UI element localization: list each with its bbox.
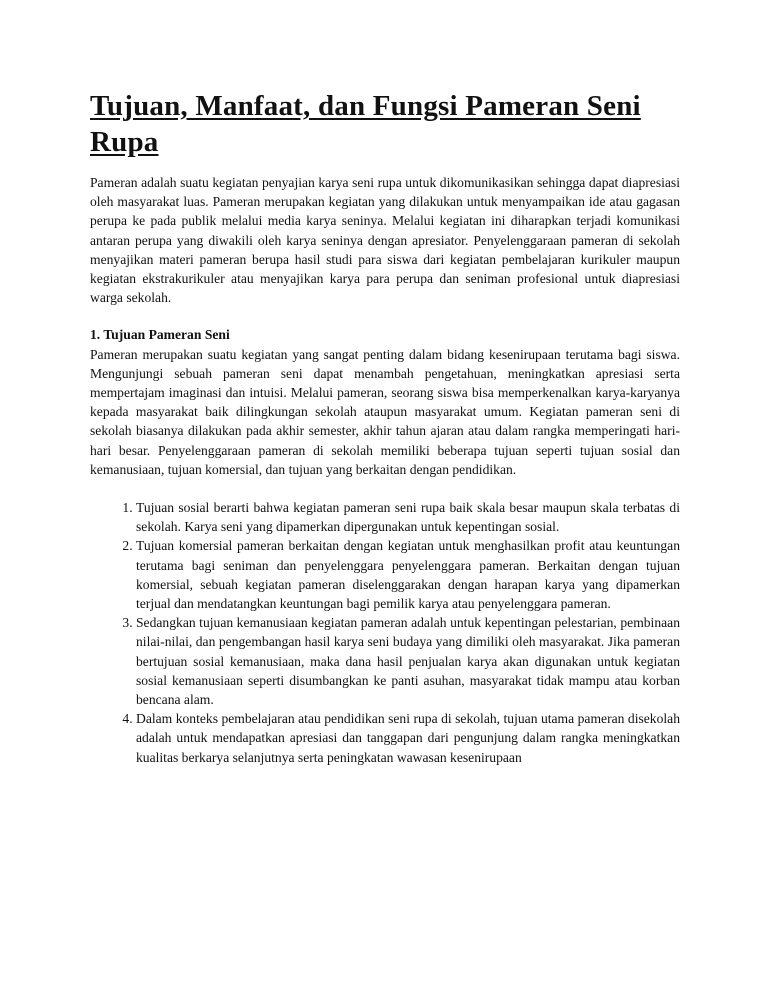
document-page bbox=[90, 88, 680, 767]
list-item: 2. Tujuan komersial pameran berkaitan dengan kegiatan untuk menghasilkan profit atau keuntungan terutama bagi seniman dan penyelenggara penyelenggara pameran. Berkaitan dengan tujuan komersial, sebuah kegiatan pameran diselenggarakan dengan harapan karya yang dipamerkan terjual dan mendatangkan keuntungan bagi pemilik karya atau penyelenggara pameran. bbox=[136, 536, 680, 613]
intro-paragraph: Pameran adalah suatu kegiatan penyajian karya seni rupa untuk dikomunikasikan sehingga dapat diapresiasi oleh masyarakat luas. Pameran merupakan kegiatan yang dilakukan untuk menyampaikan ide atau gagasan perupa ke pada publik melalui media karya seninya. Melalui kegiatan ini diharapkan terjadi komunikasi antaran perupa yang diwakili oleh karya seninya dengan apresiator. Penyelenggaraan pameran di sekolah menyajikan materi pameran berupa hasil studi para siswa dari kegiatan pembelajaran kurikuler maupun kegiatan ekstrakurikuler atau menyajikan karya para perupa dan seniman profesional untuk diapresiasi warga sekolah. bbox=[90, 175, 680, 306]
document-title: Tujuan, Manfaat, dan Fungsi Pameran Seni Rupa bbox=[90, 90, 641, 158]
section-paragraph: Pameran merupakan suatu kegiatan yang sangat penting dalam bidang kesenirupaan terutama bagi siswa. Mengunjungi sebuah pameran seni dapat menambah pengetahuan, meningkatkan apresiasi serta mempertajam imaginasi dan intuisi. Melalui pameran, seorang siswa bisa memperkenalkan karya-karyanya kepada masyarakat baik dilingkungan sekolah ataupun masyarakat umum. Kegiatan pameran seni di sekolah biasanya dilakukan pada akhir semester, akhir tahun ajaran atau dalam rangka memperingati hari-hari besar. Penyelenggaraan pameran di sekolah memiliki beberapa tujuan seperti tujuan sosial dan kemanusiaan, tujuan komersial, dan tujuan yang berkaitan dengan pendidikan. bbox=[90, 346, 680, 477]
list-item: 1. Tujuan sosial berarti bahwa kegiatan pameran seni rupa baik skala besar maupun skala terbatas di sekolah. Karya seni yang dipamerkan dipergunakan untuk kepentingan sosial. bbox=[136, 498, 680, 536]
purpose-list bbox=[90, 498, 680, 767]
section-heading: 1. Tujuan Pameran Seni bbox=[90, 327, 230, 343]
list-item: 3. Sedangkan tujuan kemanusiaan kegiatan pameran adalah untuk kepentingan pelestarian, pembinaan nilai-nilai, dan pengembangan hasil karya seni budaya yang dimiliki oleh masyarakat. Jika pameran bertujuan sosial kemanusiaan, maka dana hasil penjualan karya akan digunakan untuk kegiatan sosial kemanusiaan seperti disumbangkan ke panti asuhan, masyarakat tidak mampu atau korban bencana alam. bbox=[136, 613, 680, 709]
list-item: 4. Dalam konteks pembelajaran atau pendidikan seni rupa di sekolah, tujuan utama pameran disekolah adalah untuk mendapatkan apresiasi dan tanggapan dari pengunjung dalam rangka meningkatkan kualitas berkarya selanjutnya serta peningkatan wawasan kesenirupaan bbox=[136, 709, 680, 767]
